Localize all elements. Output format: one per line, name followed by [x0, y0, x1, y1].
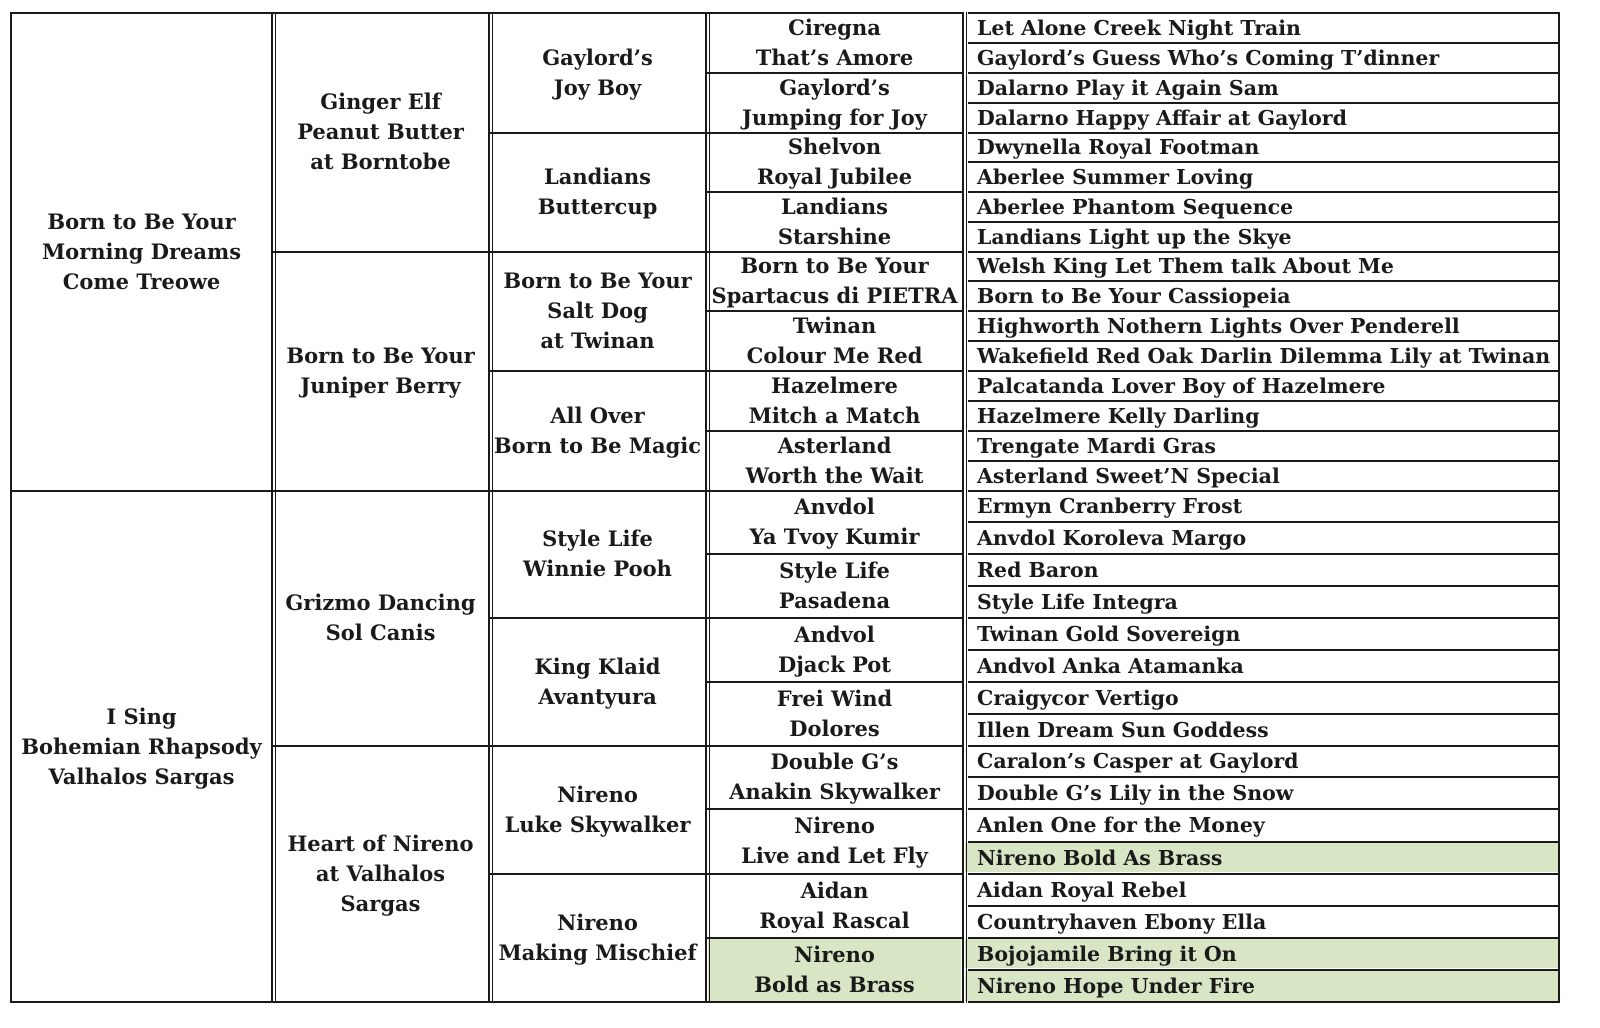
pedigree-gen4-cell [708, 939, 961, 1001]
dog-name [778, 192, 891, 252]
dog-name [756, 13, 914, 73]
dog-name [977, 371, 1385, 401]
dog-name [494, 401, 701, 461]
grid-line [968, 340, 1560, 342]
dog-name-line: Avantyura [538, 683, 657, 709]
grid-line [968, 221, 1560, 223]
dog-name-line: Djack Pot [778, 651, 891, 677]
dog-name [977, 222, 1292, 252]
dog-name-text: Nireno Bold As Brass [977, 845, 1223, 870]
grid-line [968, 681, 1560, 683]
dog-name-line: Jumping for Joy [742, 104, 927, 130]
pedigree-gen2-cell [274, 747, 487, 1001]
grid-line [490, 745, 705, 747]
dog-name [977, 587, 1178, 617]
grid-line [490, 617, 705, 619]
dog-name [505, 780, 691, 840]
grid-line [968, 713, 1560, 715]
grid-line [966, 12, 967, 1003]
pedigree-gen5-cell [965, 907, 1559, 936]
dog-name-line: Nireno [794, 942, 875, 967]
dog-name-line: at Twinan [540, 328, 655, 353]
grid-line [492, 12, 493, 1003]
grid-line [707, 617, 962, 619]
grid-line [968, 969, 1560, 971]
dog-name [977, 491, 1242, 521]
dog-name-line: Anakin Skywalker [729, 779, 940, 804]
dog-name-text: Highworth Nothern Lights Over Penderell [977, 313, 1460, 338]
dog-name-line: Twinan [792, 312, 877, 338]
grid-line [968, 521, 1560, 523]
dog-name [757, 132, 912, 192]
grid-line [709, 12, 710, 1003]
grid-line [968, 161, 1560, 163]
pedigree-gen4-cell [708, 253, 961, 309]
grid-line [490, 132, 705, 134]
dog-name-text: Dwynella Royal Footman [977, 135, 1260, 159]
grid-line [707, 370, 962, 372]
dog-name-line: King Klaid [534, 653, 661, 679]
pedigree-gen5-cell [965, 372, 1559, 399]
dog-name-text: Let Alone Creek Night Train [977, 15, 1301, 40]
dog-name-line: Born to Be Your [47, 208, 236, 234]
grid-line [968, 460, 1560, 462]
pedigree-gen5-cell [965, 223, 1559, 250]
grid-line [707, 745, 962, 747]
grid-line [968, 617, 1560, 619]
pedigree-gen5-cell [965, 555, 1559, 584]
dog-name-line: Style Life [542, 526, 653, 551]
dog-name-text: Dalarno Play it Again Sam [977, 75, 1279, 100]
grid-line [490, 873, 705, 875]
dog-name [286, 341, 474, 401]
dog-name-line: Peanut Butter [297, 119, 464, 144]
pedigree-gen4-cell [708, 74, 961, 131]
dog-name-text: Anvdol Koroleva Margo [977, 525, 1247, 550]
grid-line [271, 12, 273, 1003]
pedigree-gen4-cell [708, 372, 961, 429]
pedigree-gen3-cell [491, 492, 704, 616]
pedigree-table [10, 12, 1570, 1018]
grid-line [968, 841, 1560, 843]
pedigree-gen5-cell [965, 939, 1559, 968]
dog-name-line: Born to Be Your [286, 343, 475, 368]
dog-name [977, 162, 1253, 192]
dog-name-text: Dalarno Happy Affair at Gaylord [977, 105, 1347, 130]
dog-name [977, 192, 1293, 222]
dog-name [977, 13, 1301, 43]
grid-line [273, 490, 488, 492]
dog-name-line: Gaylord’s [542, 44, 653, 70]
grid-line [707, 873, 962, 875]
grid-line [968, 430, 1560, 432]
dog-name-line: Sargas [340, 891, 421, 916]
dog-name-line: Gaylord’s [779, 74, 890, 100]
dog-name-line: Live and Let Fly [741, 843, 928, 868]
grid-line [488, 12, 490, 1003]
grid-line [490, 490, 705, 492]
pedigree-gen5-cell [965, 619, 1559, 648]
pedigree-gen5-cell [965, 432, 1559, 459]
dog-name-text: Aberlee Phantom Sequence [977, 194, 1294, 219]
grid-line [968, 649, 1560, 651]
pedigree-gen4-cell [708, 492, 961, 552]
dog-name-line: Worth the Wait [745, 462, 924, 488]
pedigree-gen4-cell [708, 14, 961, 71]
grid-line [707, 132, 962, 134]
grid-line [10, 12, 962, 14]
pedigree-gen4-cell [708, 875, 961, 936]
grid-line [968, 280, 1560, 282]
grid-line [490, 370, 705, 372]
pedigree-gen4-cell [708, 619, 961, 680]
dog-name-line: Ciregna [788, 14, 881, 40]
dog-name [977, 875, 1186, 905]
dog-name [779, 556, 890, 616]
dog-name-line: Winnie Pooh [523, 556, 672, 581]
dog-name [977, 401, 1260, 431]
dog-name-line: at Borntobe [310, 149, 451, 174]
dog-name [747, 311, 923, 371]
dog-name-line: Aidan [800, 877, 869, 903]
dog-name [977, 73, 1279, 103]
pedigree-gen5-cell [965, 651, 1559, 680]
dog-name-line: Born to Be Magic [493, 432, 702, 458]
grid-line [707, 553, 962, 555]
grid-line [707, 430, 962, 432]
dog-name-line: Morning Dreams [41, 238, 242, 264]
grid-line [968, 553, 1560, 555]
grid-line [968, 1001, 1560, 1003]
dog-name-line: That’s Amore [755, 44, 914, 70]
pedigree-gen5-cell [965, 778, 1559, 807]
dog-name [977, 311, 1460, 341]
dog-name-line: Bohemian Rhapsody [21, 733, 262, 759]
dog-name [977, 43, 1439, 73]
dog-name [712, 251, 958, 311]
dog-name-line: Making Mischief [498, 940, 697, 965]
dog-name-text: Twinan Gold Sovereign [977, 621, 1241, 646]
dog-name-line: Dolores [789, 715, 880, 741]
pedigree-gen3-cell [491, 747, 704, 872]
dog-name-text: Landians Light up the Skye [977, 224, 1292, 249]
dog-name-line: Anvdol [794, 494, 875, 519]
pedigree-gen5-cell [965, 875, 1559, 904]
dog-name-line: I Sing [106, 703, 177, 729]
grid-line [968, 191, 1560, 193]
dog-name-line: Double G’s [770, 749, 899, 774]
pedigree-gen3-cell [491, 134, 704, 250]
dog-name-line: Mitch a Match [748, 402, 921, 428]
grid-line [968, 42, 1560, 44]
grid-line [968, 400, 1560, 402]
pedigree-gen5-cell [965, 312, 1559, 339]
pedigree-gen5-cell [965, 342, 1559, 369]
dog-name [977, 651, 1244, 681]
dog-name [977, 555, 1099, 585]
pedigree-gen5-cell [965, 163, 1559, 190]
pedigree-gen5-cell [965, 134, 1559, 160]
pedigree-gen5-cell [965, 683, 1559, 712]
grid-line [705, 12, 707, 1003]
dog-name-line: Royal Jubilee [756, 164, 913, 189]
dog-name [977, 431, 1216, 461]
grid-line [968, 12, 1560, 14]
grid-line [968, 905, 1560, 907]
grid-line [968, 251, 1560, 253]
dog-name [297, 87, 464, 177]
pedigree-gen2-cell [274, 492, 487, 744]
dog-name [977, 523, 1246, 553]
grid-line [968, 72, 1560, 74]
dog-name-text: Caralon’s Casper at Gaylord [977, 749, 1299, 773]
pedigree-gen5-cell [965, 523, 1559, 552]
dog-name-line: Buttercup [537, 194, 658, 219]
dog-name [729, 747, 940, 807]
dog-name-line: Landians [544, 164, 651, 189]
dog-name-line: Valhalos Sargas [48, 763, 235, 789]
dog-name-line: Andvol [794, 621, 875, 647]
grid-line [962, 12, 964, 1003]
grid-line [490, 251, 705, 253]
dog-name-text: Nireno Hope Under Fire [977, 974, 1255, 998]
dog-name [977, 971, 1255, 1001]
dog-name [746, 431, 924, 491]
grid-line [968, 370, 1560, 372]
pedigree-gen4-cell [708, 134, 961, 190]
dog-name-line: Landians [780, 193, 888, 219]
dog-name-line: at Valhalos [315, 861, 446, 886]
grid-line [968, 102, 1560, 104]
dog-name [977, 810, 1265, 840]
dog-name-text: Asterland Sweet’N Special [977, 463, 1280, 488]
dog-name [538, 162, 658, 222]
dog-name [759, 876, 909, 936]
pedigree-gen3-cell [491, 619, 704, 744]
dog-name [977, 281, 1291, 311]
pedigree-gen2-cell [274, 253, 487, 489]
grid-line [968, 585, 1560, 587]
dog-name-line: Joy Boy [553, 74, 642, 100]
grid-line [12, 490, 271, 492]
pedigree-gen5-cell [965, 587, 1559, 616]
pedigree-gen5-cell [965, 104, 1559, 131]
dog-name-line: Ginger Elf [320, 89, 441, 114]
dog-name [503, 266, 691, 356]
dog-name-text: Illen Dream Sun Goddess [977, 717, 1269, 742]
dog-name [777, 684, 892, 744]
dog-name-text: Aidan Royal Rebel [977, 877, 1187, 902]
dog-name-text: Andvol Anka Atamanka [977, 653, 1244, 678]
dog-name-text: Anlen One for the Money [977, 813, 1265, 837]
grid-line [968, 310, 1560, 312]
dog-name [750, 492, 920, 552]
grid-line [10, 1001, 962, 1003]
grid-line [968, 745, 1560, 747]
dog-name-text: Countryhaven Ebony Ella [977, 909, 1267, 934]
pedigree-gen5-cell [965, 193, 1559, 220]
pedigree-gen5-cell [965, 810, 1559, 840]
pedigree-gen5-cell [965, 971, 1559, 1001]
pedigree-gen1-cell [13, 492, 270, 1001]
dog-name [977, 251, 1394, 281]
pedigree-gen5-cell [965, 74, 1559, 101]
dog-name-line: Style Life [779, 557, 890, 583]
pedigree-gen5-cell [965, 747, 1559, 775]
dog-name [977, 746, 1299, 776]
dog-name-line: Spartacus di PIETRA [711, 283, 958, 308]
pedigree-gen4-cell [708, 193, 961, 250]
grid-line [968, 808, 1560, 810]
dog-name-line: Grizmo Dancing [285, 590, 476, 615]
pedigree-gen4-cell [708, 432, 961, 489]
dog-name-line: Juniper Berry [300, 373, 461, 398]
grid-line [707, 191, 962, 193]
pedigree-gen4-cell [708, 683, 961, 744]
dog-name-line: All Over [550, 402, 645, 428]
grid-line [707, 72, 962, 74]
pedigree-gen4-cell [708, 810, 961, 872]
dog-name [977, 619, 1240, 649]
grid-line [707, 808, 962, 810]
dog-name-text: Gaylord’s Guess Who’s Coming T’dinner [977, 45, 1440, 70]
grid-line [273, 745, 488, 747]
grid-line [968, 132, 1560, 134]
dog-name-text: Hazelmere Kelly Darling [977, 403, 1260, 428]
dog-name-line: Pasadena [778, 587, 891, 613]
dog-name-text: Aberlee Summer Loving [977, 164, 1254, 189]
dog-name-text: Ermyn Cranberry Frost [977, 494, 1243, 518]
dog-name-text: Style Life Integra [977, 589, 1178, 614]
dog-name-line: Frei Wind [776, 685, 893, 711]
grid-line [707, 251, 962, 253]
dog-name-text: Welsh King Let Them talk About Me [977, 254, 1394, 278]
dog-name [42, 207, 241, 297]
dog-name-line: Nireno [557, 910, 638, 935]
dog-name [535, 652, 661, 712]
dog-name [977, 778, 1293, 808]
grid-line [275, 12, 276, 1003]
dog-name-line: Come Treowe [62, 268, 221, 294]
grid-line [707, 310, 962, 312]
dog-name-text: Red Baron [977, 557, 1099, 582]
grid-line [10, 12, 12, 1003]
pedigree-gen3-cell [491, 253, 704, 369]
pedigree-gen5-cell [965, 253, 1559, 279]
pedigree-gen5-cell [965, 843, 1559, 872]
pedigree-gen5-cell [965, 462, 1559, 489]
pedigree-gen2-cell [274, 14, 487, 250]
dog-name-line: Born to Be Your [740, 253, 929, 278]
grid-line [968, 776, 1560, 778]
pedigree-gen5-cell [965, 282, 1559, 309]
dog-name-line: Born to Be Your [503, 268, 692, 293]
dog-name-line: Hazelmere [771, 372, 898, 398]
dog-name [977, 715, 1269, 745]
pedigree-gen3-cell [491, 875, 704, 1001]
dog-name [977, 341, 1550, 371]
pedigree-gen5-cell [965, 44, 1559, 71]
pedigree-gen5-cell [965, 715, 1559, 744]
dog-name-line: Sol Canis [325, 620, 436, 645]
grid-line [968, 937, 1560, 939]
pedigree-gen3-cell [491, 372, 704, 489]
grid-line [968, 873, 1560, 875]
pedigree-gen4-cell [708, 312, 961, 369]
dog-name-text: Craigycor Vertigo [977, 685, 1179, 710]
dog-name-text: Born to Be Your Cassiopeia [977, 283, 1291, 308]
dog-name [977, 907, 1266, 937]
dog-name-line: Nireno [794, 813, 875, 838]
pedigree-gen5-cell [965, 14, 1559, 41]
dog-name [523, 524, 672, 584]
pedigree-gen3-cell [491, 14, 704, 131]
dog-name [977, 683, 1179, 713]
dog-name-line: Luke Skywalker [504, 811, 691, 837]
dog-name [287, 829, 473, 919]
dog-name [21, 702, 262, 792]
dog-name [749, 371, 921, 431]
dog-name-line: Colour Me Red [746, 342, 923, 368]
grid-line [1558, 12, 1560, 1003]
grid-line [707, 937, 962, 939]
dog-name-line: Nireno [557, 781, 638, 807]
pedigree-gen5-cell [965, 492, 1559, 520]
dog-name [977, 843, 1222, 873]
dog-name-text: Bojojamile Bring it On [977, 941, 1237, 966]
dog-name [285, 588, 475, 648]
pedigree-gen5-cell [965, 402, 1559, 429]
dog-name [977, 103, 1347, 133]
dog-name [977, 461, 1280, 491]
dog-name-line: Bold as Brass [754, 972, 915, 997]
grid-line [707, 490, 962, 492]
dog-name [542, 43, 653, 103]
dog-name-line: Shelvon [787, 134, 882, 159]
pedigree-gen1-cell [13, 14, 270, 489]
dog-name [977, 939, 1237, 969]
dog-name [742, 73, 927, 133]
dog-name-text: Wakefield Red Oak Darlin Dilemma Lily at Twinan [977, 343, 1551, 368]
dog-name-text: Double G’s Lily in the Snow [977, 780, 1294, 805]
dog-name-line: Heart of Nireno [287, 831, 474, 856]
dog-name [498, 908, 696, 968]
dog-name [977, 132, 1259, 162]
grid-line [968, 490, 1560, 492]
dog-name-text: Trengate Mardi Gras [977, 433, 1216, 458]
dog-name [741, 811, 928, 871]
pedigree-gen4-cell [708, 555, 961, 616]
grid-line [707, 681, 962, 683]
dog-name-line: Royal Rascal [759, 907, 910, 933]
dog-name-text: Palcatanda Lover Boy of Hazelmere [977, 373, 1386, 398]
dog-name [754, 940, 915, 1000]
grid-line [273, 251, 488, 253]
dog-name-line: Ya Tvoy Kumir [749, 524, 920, 549]
dog-name-line: Asterland [777, 432, 892, 458]
pedigree-gen4-cell [708, 747, 961, 807]
dog-name-line: Salt Dog [547, 298, 648, 323]
dog-name [778, 620, 891, 680]
dog-name-line: Starshine [777, 223, 892, 249]
